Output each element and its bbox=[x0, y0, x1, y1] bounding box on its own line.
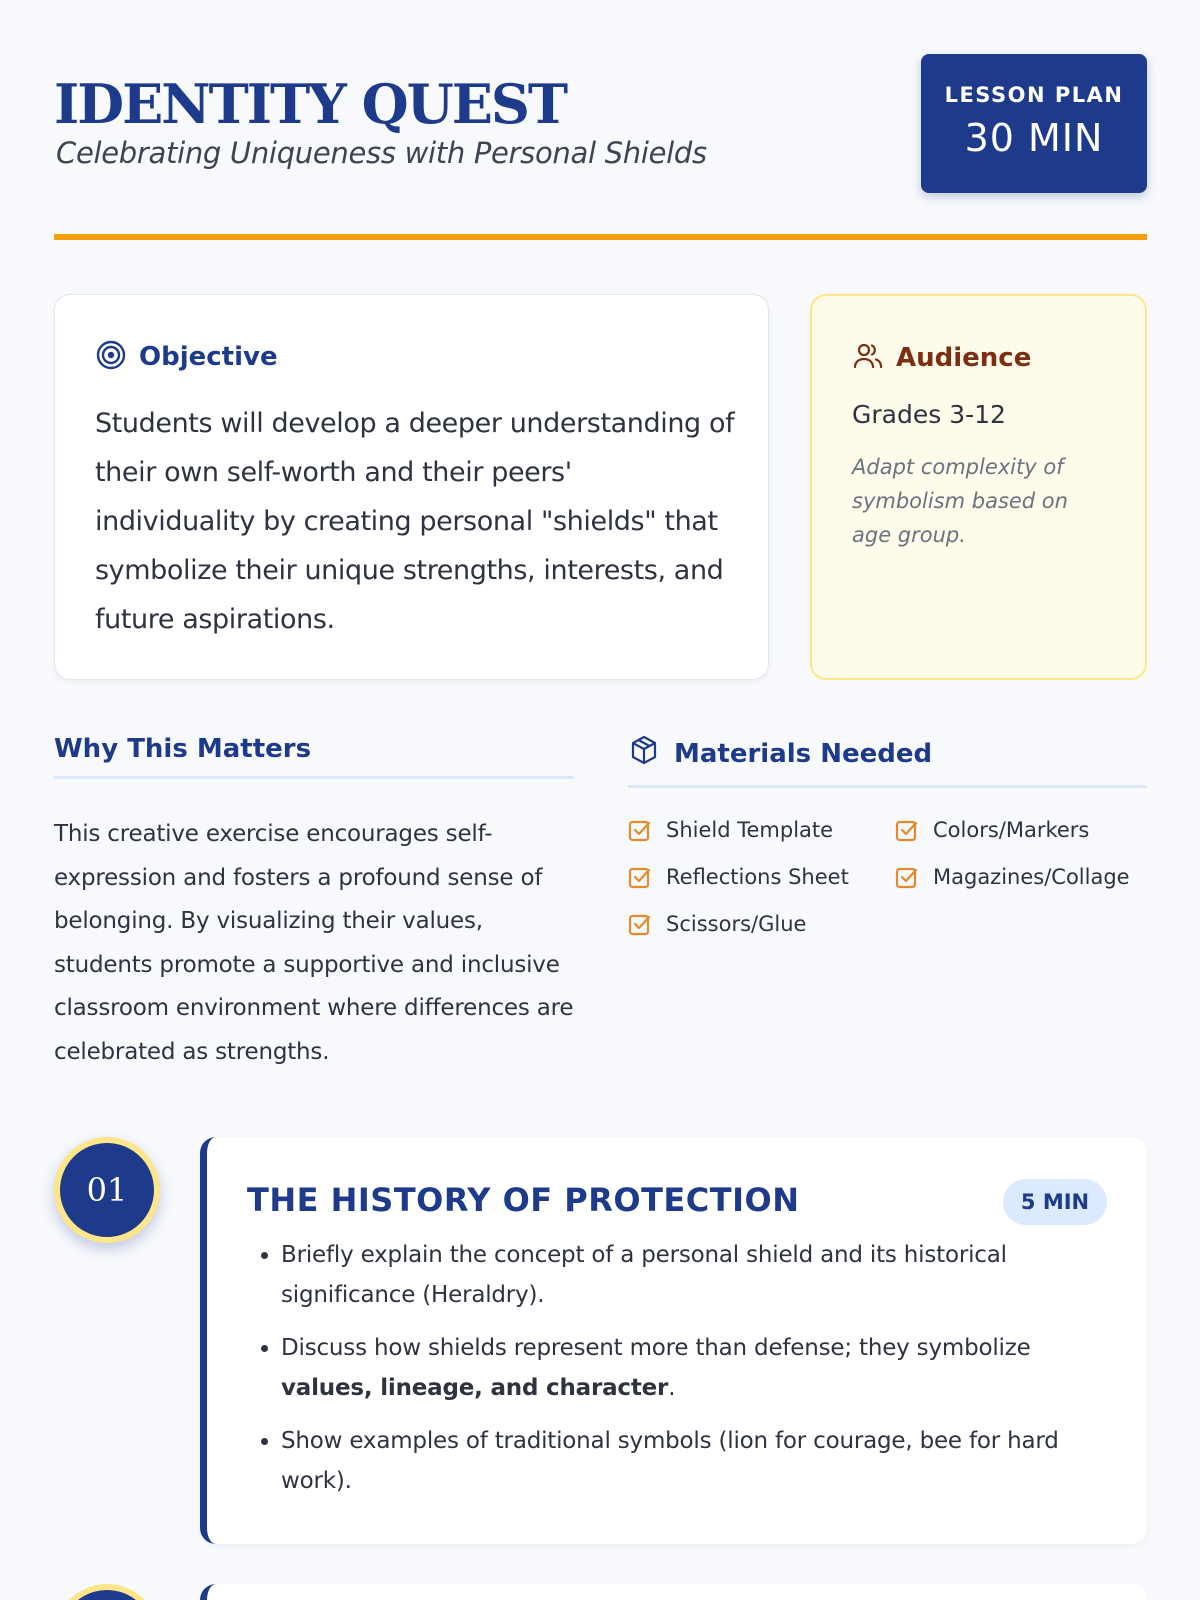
audience-card bbox=[810, 294, 1147, 680]
audience-note: Adapt complexity of symbolism based on age group. bbox=[852, 455, 1068, 547]
material-label: Shield Template bbox=[666, 818, 834, 842]
bullet-text: Discuss how shields represent more than defense; they symbolize bbox=[281, 1335, 1031, 1361]
target-icon bbox=[95, 339, 127, 375]
checkbox-checked-icon bbox=[628, 865, 652, 889]
material-label: Magazines/Collage bbox=[933, 865, 1130, 889]
checkbox-checked-icon bbox=[895, 818, 919, 842]
box-icon bbox=[628, 734, 660, 773]
bullet-text: Show examples of traditional symbols (lion for courage, bee for hard work). bbox=[281, 1428, 1059, 1494]
audience-heading-row bbox=[852, 340, 1031, 376]
step-bullet bbox=[281, 1328, 1116, 1408]
why-section bbox=[54, 734, 574, 1074]
step-bullet bbox=[281, 1235, 1116, 1315]
audience-heading: Audience bbox=[896, 343, 1032, 373]
material-label: Colors/Markers bbox=[933, 818, 1090, 842]
objective-text: Students will develop a deeper understanding of their own self-worth and their peers' individuality by creating personal "shields" that symbolize their unique strengths, interests, and future aspirations. bbox=[95, 408, 735, 635]
material-label: Scissors/Glue bbox=[666, 912, 807, 936]
materials-list bbox=[628, 818, 1147, 958]
next-step-card bbox=[200, 1584, 1147, 1600]
checkbox-checked-icon bbox=[895, 865, 919, 889]
step-card bbox=[200, 1137, 1147, 1544]
audience-grades: Grades 3-12 bbox=[852, 400, 1006, 429]
page-header bbox=[54, 52, 1147, 194]
why-heading: Why This Matters bbox=[54, 734, 574, 779]
badge-label: LESSON PLAN bbox=[944, 83, 1124, 107]
page-title: IDENTITY QUEST bbox=[54, 72, 567, 136]
material-item bbox=[895, 865, 1130, 889]
page-subtitle: Celebrating Uniqueness with Personal Shields bbox=[56, 136, 707, 170]
material-item bbox=[628, 912, 806, 936]
bullet-suffix: . bbox=[668, 1375, 676, 1401]
step-bullet-list bbox=[281, 1235, 1116, 1514]
badge-duration: 30 MIN bbox=[964, 116, 1104, 160]
materials-section bbox=[628, 734, 1147, 958]
header-divider bbox=[54, 234, 1147, 240]
objective-heading: Objective bbox=[139, 342, 278, 372]
duration-badge bbox=[921, 54, 1147, 193]
checkbox-checked-icon bbox=[628, 912, 652, 936]
next-step-number-badge bbox=[54, 1584, 160, 1600]
material-item bbox=[895, 818, 1089, 842]
objective-heading-row bbox=[95, 339, 278, 375]
material-item bbox=[628, 818, 833, 842]
objective-card bbox=[54, 294, 769, 680]
step-bullet bbox=[281, 1421, 1116, 1501]
materials-heading-row bbox=[628, 734, 1147, 788]
material-label: Reflections Sheet bbox=[666, 865, 849, 889]
step-time-badge: 5 MIN bbox=[1003, 1179, 1107, 1225]
checkbox-checked-icon bbox=[628, 818, 652, 842]
step-number-badge: 01 bbox=[54, 1137, 160, 1243]
material-item bbox=[628, 865, 849, 889]
step-title: THE HISTORY OF PROTECTION bbox=[247, 1181, 800, 1219]
bullet-text: Briefly explain the concept of a personal shield and its historical significance (Heraldry). bbox=[281, 1242, 1007, 1308]
why-text: This creative exercise encourages self-expression and fosters a profound sense of belonging. By visualizing their values, students promote a supportive and inclusive classroom environment where differences are celebrated as strengths. bbox=[54, 821, 574, 1065]
users-icon bbox=[852, 340, 884, 376]
materials-heading: Materials Needed bbox=[674, 738, 933, 769]
bullet-emphasis: values, lineage, and character bbox=[281, 1375, 669, 1401]
